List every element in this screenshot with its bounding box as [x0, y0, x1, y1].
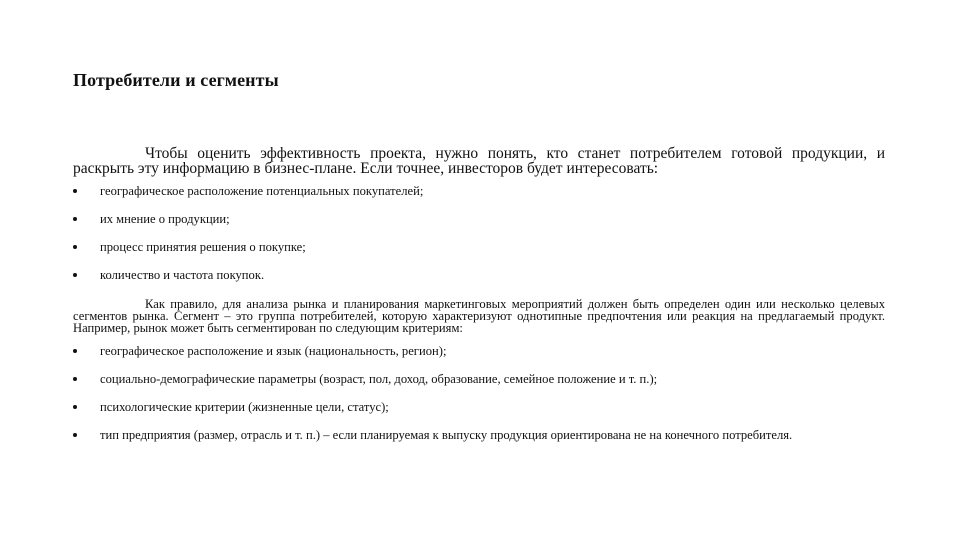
list-item-text: географическое расположение потенциальных покупателей;: [100, 184, 424, 198]
bullet-icon: [73, 245, 77, 249]
slide-title: Потребители и сегменты: [73, 70, 279, 90]
list-item: [73, 269, 885, 281]
list-item: [73, 185, 885, 197]
bullet-icon: [73, 349, 77, 353]
list-item: [73, 241, 885, 253]
segment-paragraph: Как правило, для анализа рынка и планирования маркетинговых мероприятий должен быть определен один или несколько целевых сегментов рынка. Сегмент – это группа потребителей, которую характеризуют однотипные предпочтения или реакция на предлагаемый продукт. Например, рынок может быть сегментирован по следующим критериям:: [73, 297, 885, 335]
list-item: [73, 429, 885, 441]
bullet-icon: [73, 189, 77, 193]
list-item: [73, 213, 885, 225]
list-item-text: тип предприятия (размер, отрасль и т. п.) – если планируемая к выпуску продукция ориентирована не на конечного потребителя.: [100, 428, 793, 442]
list-item-text: географическое расположение и язык (национальность, регион);: [100, 344, 447, 358]
segment-criteria-list: [73, 345, 885, 457]
intro-paragraph: Чтобы оценить эффективность проекта, нужно понять, кто станет потребителем готовой продукции, и раскрыть эту информацию в бизнес-плане. Если точнее, инвесторов будет интересовать:: [73, 145, 885, 177]
list-item-text: их мнение о продукции;: [100, 212, 230, 226]
list-item-text: социально-демографические параметры (возраст, пол, доход, образование, семейное положение и т. п.);: [100, 372, 658, 386]
list-item-text: психологические критерии (жизненные цели, статус);: [100, 400, 389, 414]
bullet-icon: [73, 273, 77, 277]
list-item-text: процесс принятия решения о покупке;: [100, 240, 306, 254]
investor-interests-list: [73, 185, 885, 297]
bullet-icon: [73, 217, 77, 221]
list-item: [73, 373, 885, 385]
list-item: [73, 345, 885, 357]
list-item-text: количество и частота покупок.: [100, 268, 265, 282]
bullet-icon: [73, 377, 77, 381]
bullet-icon: [73, 405, 77, 409]
bullet-icon: [73, 433, 77, 437]
list-item: [73, 401, 885, 413]
